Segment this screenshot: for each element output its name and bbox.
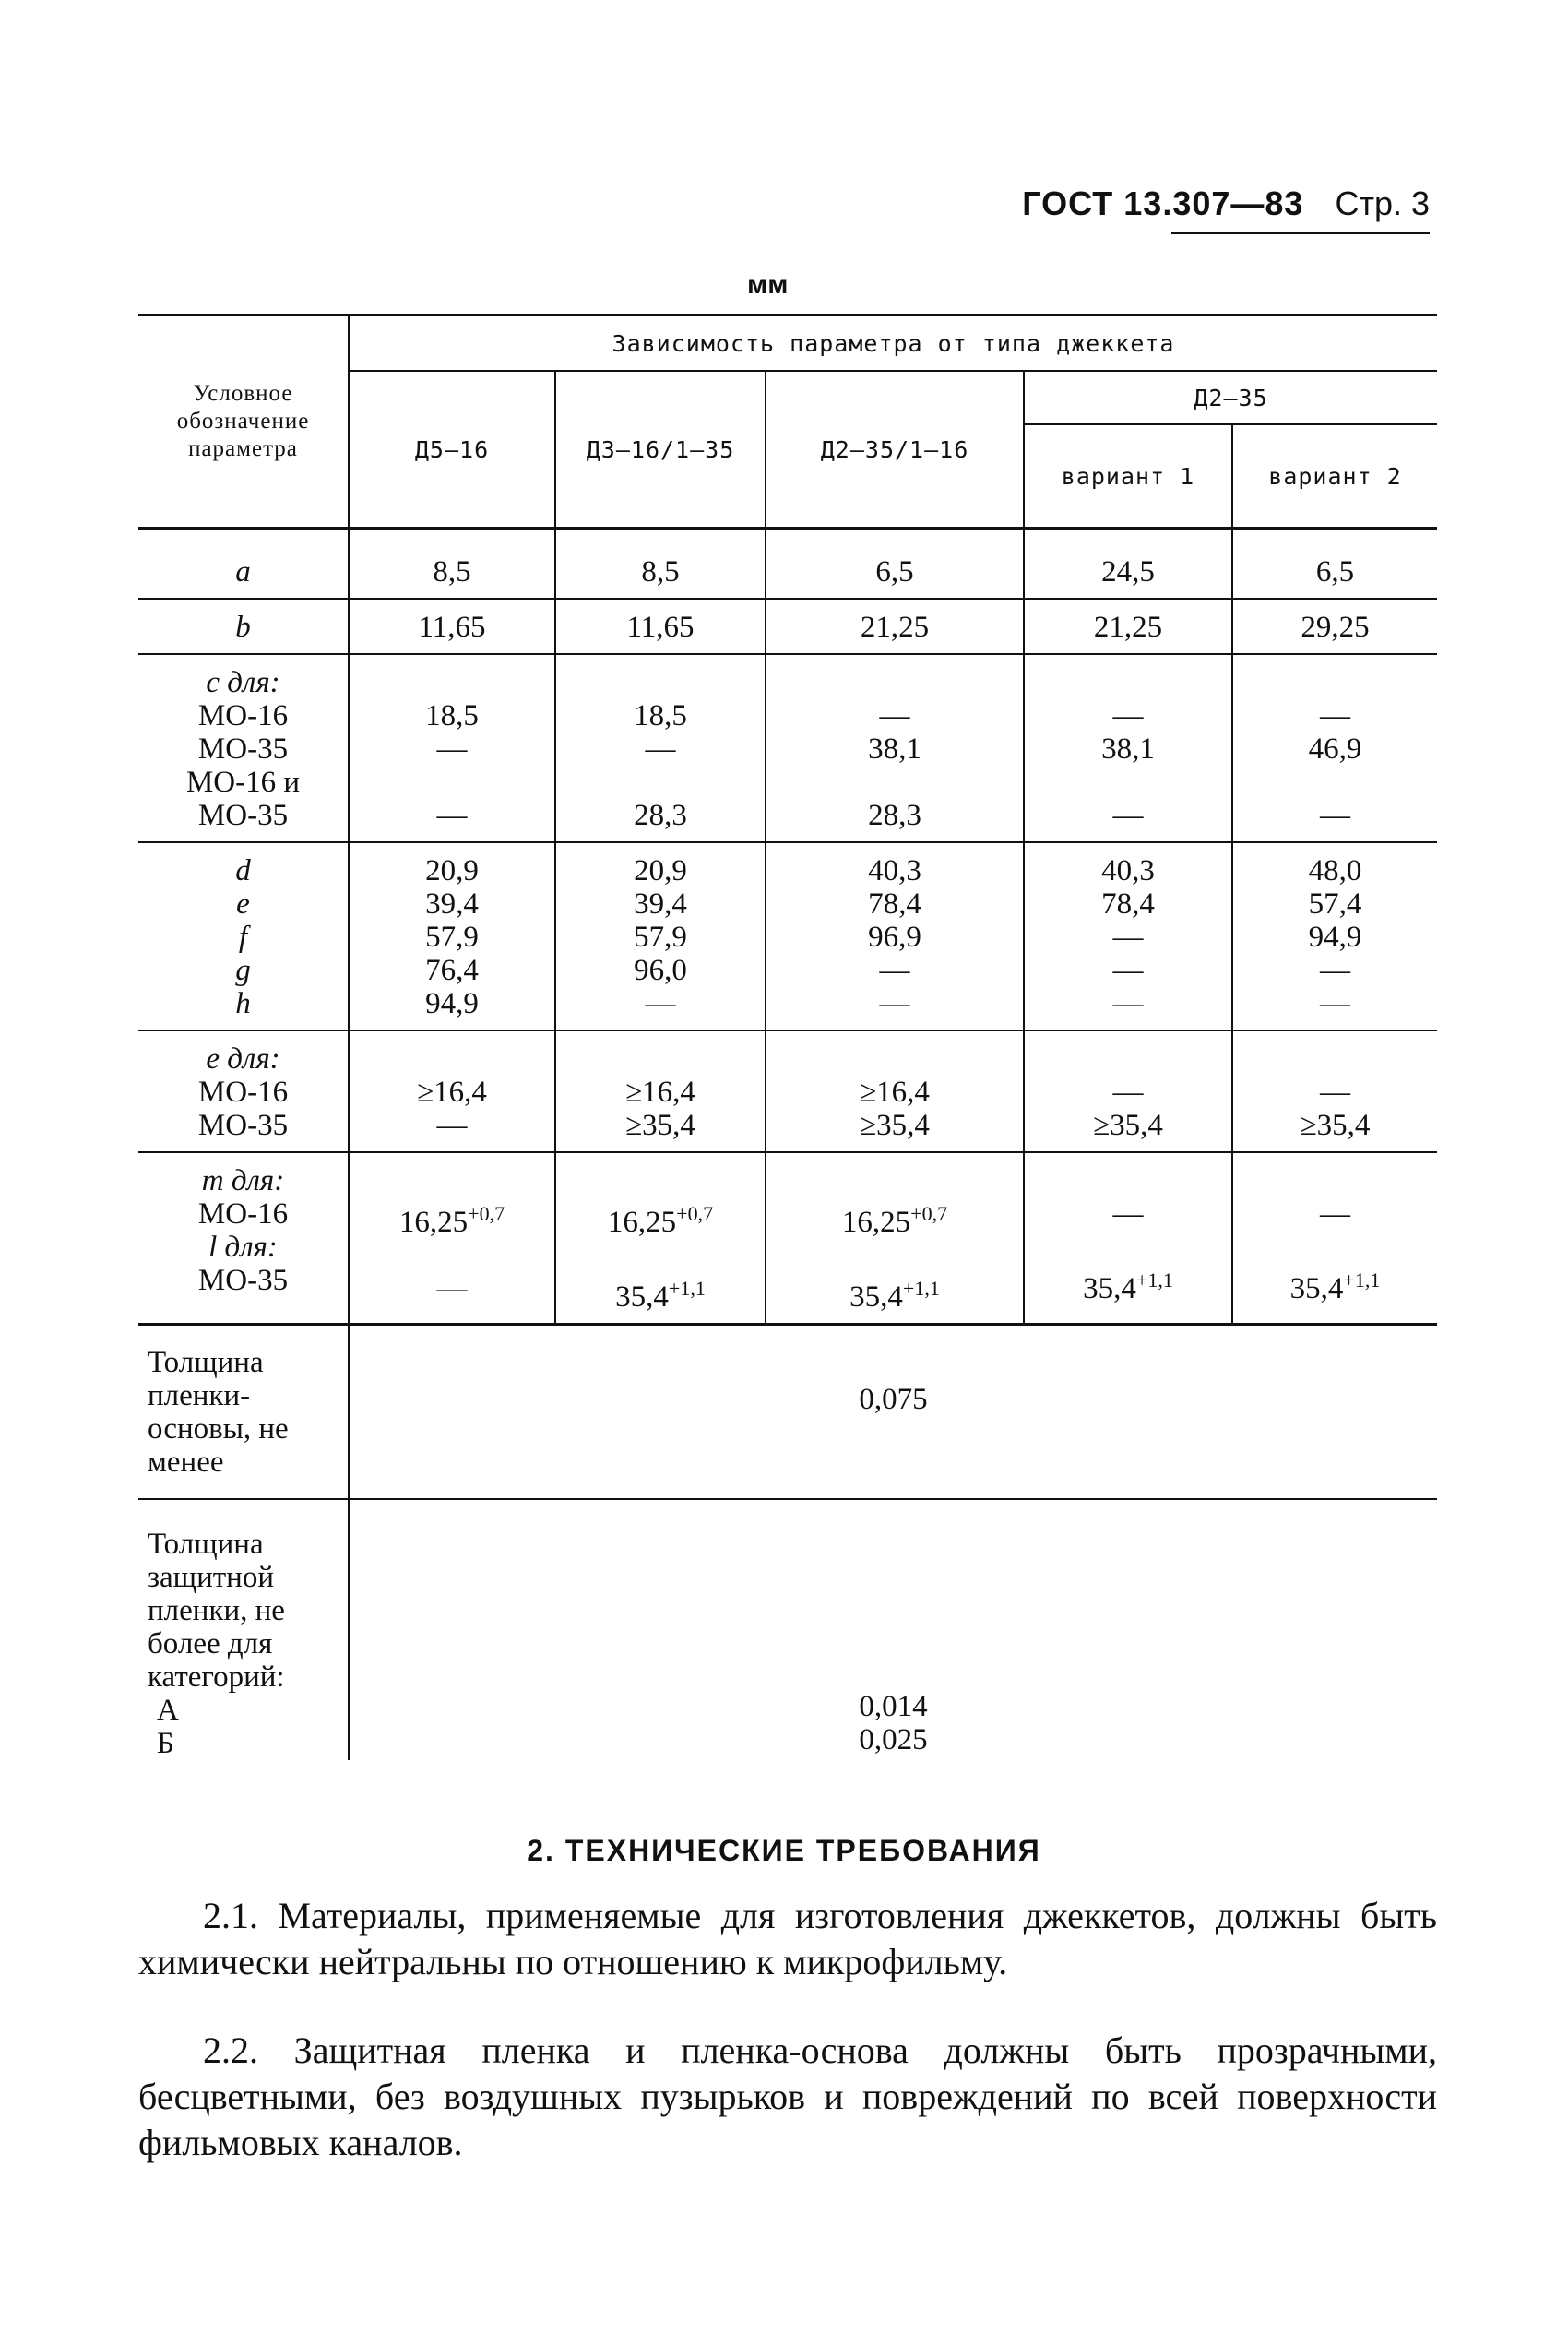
units-label: мм: [747, 269, 789, 300]
page-number: Стр. 3: [1335, 184, 1430, 222]
table-row-c: с для: МО-16 МО-35 МО-16 и МО-35 18,5 — — 18,5 — 28,3 — 38,1 28,3 — 38,1 — — 46,9 —: [138, 654, 1437, 842]
col-header-d3: Д3—16/1—35: [555, 371, 766, 529]
section-title: 2. ТЕХНИЧЕСКИЕ ТРЕБОВАНИЯ: [527, 1834, 1041, 1867]
col-header-d2-35: Д2—35: [1024, 371, 1437, 424]
page-header: [1022, 184, 1430, 223]
col-header-d2-1: Д2—35/1—16: [766, 371, 1024, 529]
table-row-base-thickness: Толщина пленки-основы, не менее 0,075: [138, 1325, 1437, 1500]
paragraph-2-2: 2.2. Защитная пленка и пленка-основа должны быть прозрачными, бесцветными, без воздушных пузырьков и повреждений по всей поверхности фильмовых каналов.: [138, 2029, 1437, 2163]
param-header: Условное обозначение параметра: [138, 315, 349, 529]
group-header: Зависимость параметра от типа джеккета: [349, 315, 1437, 372]
parameters-table: [138, 314, 1437, 1760]
table-row-e: е для: МО-16 МО-35 ≥16,4 — ≥16,4 ≥35,4 ≥16,4 ≥35,4 — ≥35,4 — ≥35,4: [138, 1030, 1437, 1152]
table-row-protect-thickness: Толщина защитной пленки, не более для категорий: А Б 0,014 0,025: [138, 1499, 1437, 1760]
table-row-d-h: d e f g h 20,9 39,4 57,9 76,4 94,9 20,9 39,4 57,9 96,0 — 40,3 78,4 96,9 — — 40,3 78,4 — — — 48,0 57,4 94,9 — —: [138, 842, 1437, 1030]
header-rule: [1171, 232, 1430, 234]
table-row-b: b 11,65 11,65 21,25 21,25 29,25: [138, 599, 1437, 654]
paragraph-2-1: 2.1. Материалы, применяемые для изготовления джеккетов, должны быть химически нейтральны по отношению к микрофильму.: [138, 1895, 1437, 1982]
col-header-variant-2: вариант 2: [1232, 424, 1437, 529]
col-header-variant-1: вариант 1: [1024, 424, 1232, 529]
table-row-m-l: m для: МО-16 l для: МО-35 $16,25^{+0,7}$ — $16,25^{+0,7}$ $35,4^{+1,1}$ $16,25^{+0,7}$ $35,4^{+1,1}$ — $35,4^{+1,1}$ — $35,4^{+1,1}$: [138, 1152, 1437, 1325]
col-header-d5: Д5—16: [349, 371, 555, 529]
standard-number: ГОСТ 13.307—83: [1022, 184, 1304, 222]
table-row-a: a 8,5 8,5 6,5 24,5 6,5: [138, 529, 1437, 600]
